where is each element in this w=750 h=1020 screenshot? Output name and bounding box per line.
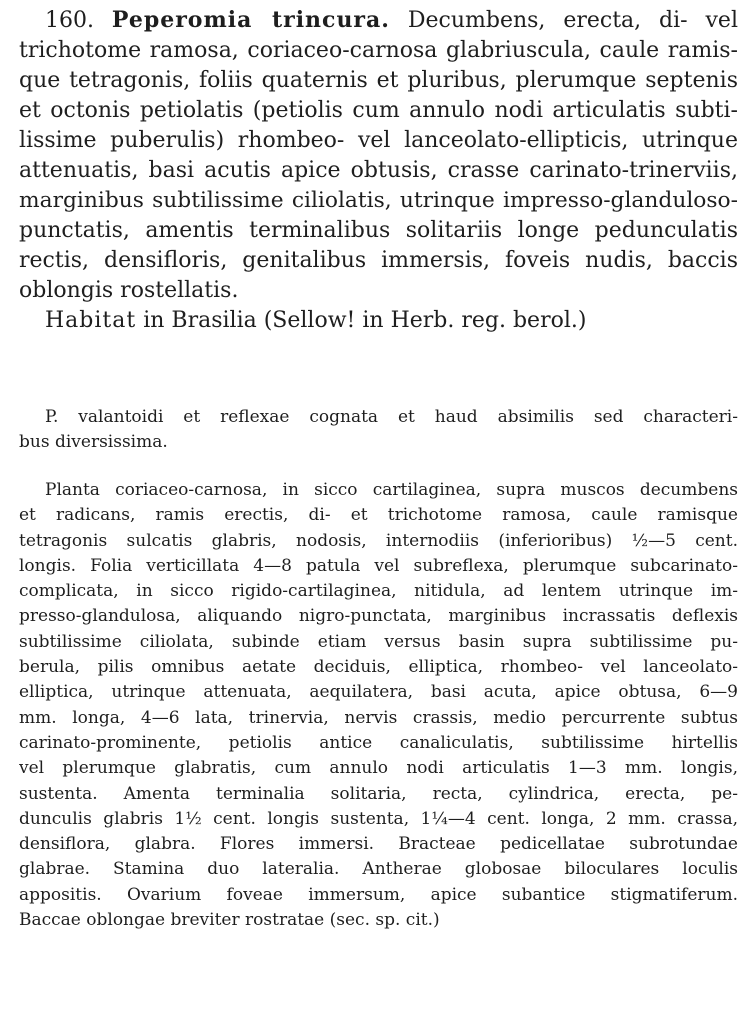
description-line: dunculis glabris 1½ cent. longis sustenta, 1¼—4 cent. longa, 2 mm. crassa,: [19, 808, 738, 829]
diagnosis-line: rectis, densifloris, genitalibus immersis, foveis nudis, baccis: [19, 248, 738, 273]
diagnosis-line: trichotome ramosa, coriaceo-carnosa glabriuscula, caule ramis-: [19, 38, 738, 63]
diagnosis-line: Decumbens, erecta, di- vel: [407, 8, 738, 33]
description-line-text: Planta coriaceo-carnosa, in sicco cartilaginea, supra muscos decumbens: [45, 480, 738, 500]
description-line: densiflora, glabra. Flores immersi. Bracteae pedicellatae subrotundae: [19, 834, 738, 855]
species-entry: [19, 5, 738, 336]
habitat-text: in Brasilia (Sellow! in Herb. reg. berol.): [143, 308, 587, 333]
species-name: Peperomia trincura.: [111, 7, 390, 33]
description-line: glabrae. Stamina duo lateralia. Antherae globosae biloculares loculis: [19, 859, 738, 880]
entry-number: 160.: [45, 8, 94, 33]
note-line: bus diversissima.: [19, 432, 168, 453]
note-line: [19, 405, 738, 430]
description-line: longis. Folia verticillata 4—8 patula vel subreflexa, plerumque subcarinato-: [19, 555, 738, 576]
description-line: elliptica, utrinque attenuata, aequilatera, basi acuta, apice obtusa, 6—9: [19, 682, 738, 703]
affinity-note: [19, 405, 738, 456]
description-line: [19, 478, 738, 503]
description-line: mm. longa, 4—6 lata, trinervia, nervis crassis, medio percurrente subtus: [19, 707, 738, 728]
habitat-line: [19, 306, 738, 336]
diagnosis-line: punctatis, amentis terminalibus solitariis longe pedunculatis: [19, 218, 738, 243]
diagnosis-line: lissime puberulis) rhombeo- vel lanceolato-ellipticis, utrinque: [19, 128, 738, 153]
description-line: Baccae oblongae breviter rostratae (sec. sp. cit.): [19, 910, 440, 931]
description-line: complicata, in sicco rigido-cartilaginea, nitidula, ad lentem utrinque im-: [19, 581, 738, 602]
description: [19, 478, 738, 933]
diagnosis-line: attenuatis, basi acutis apice obtusis, crasse carinato-trinerviis,: [19, 158, 738, 183]
note-line-text: P. valantoidi et reflexae cognata et haud absimilis sed characteri-: [45, 407, 738, 427]
description-line: presso-glandulosa, aliquando nigro-punctata, marginibus incrassatis deflexis: [19, 606, 738, 627]
diagnosis-line: marginibus subtilissime ciliolatis, utrinque impresso-glanduloso-: [19, 188, 738, 213]
description-line: berula, pilis omnibus aetate deciduis, elliptica, rhombeo- vel lanceolato-: [19, 657, 738, 678]
diagnosis-line: que tetragonis, foliis quaternis et pluribus, plerumque septenis: [19, 68, 738, 93]
diagnosis-line: et octonis petiolatis (petiolis cum annulo nodi articulatis subti-: [19, 98, 738, 123]
description-line: sustenta. Amenta terminalia solitaria, recta, cylindrica, erecta, pe-: [19, 783, 738, 804]
description-line: carinato-prominente, petiolis antice canaliculatis, subtilissime hirtellis: [19, 732, 738, 753]
diagnosis-line: oblongis rostellatis.: [19, 278, 239, 303]
entry-first-line: [19, 5, 738, 36]
description-line: appositis. Ovarium foveae immersum, apice subantice stigmatiferum.: [19, 884, 738, 905]
description-line: tetragonis sulcatis glabris, nodosis, internodiis (inferioribus) ½—5 cent.: [19, 530, 738, 551]
description-line: vel plerumque glabratis, cum annulo nodi articulatis 1—3 mm. longis,: [19, 758, 738, 779]
description-line: subtilissime ciliolata, subinde etiam versus basin supra subtilissime pu-: [19, 631, 738, 652]
description-line: et radicans, ramis erectis, di- et trichotome ramosa, caule ramisque: [19, 505, 738, 526]
habitat-label: Habitat: [45, 308, 137, 333]
